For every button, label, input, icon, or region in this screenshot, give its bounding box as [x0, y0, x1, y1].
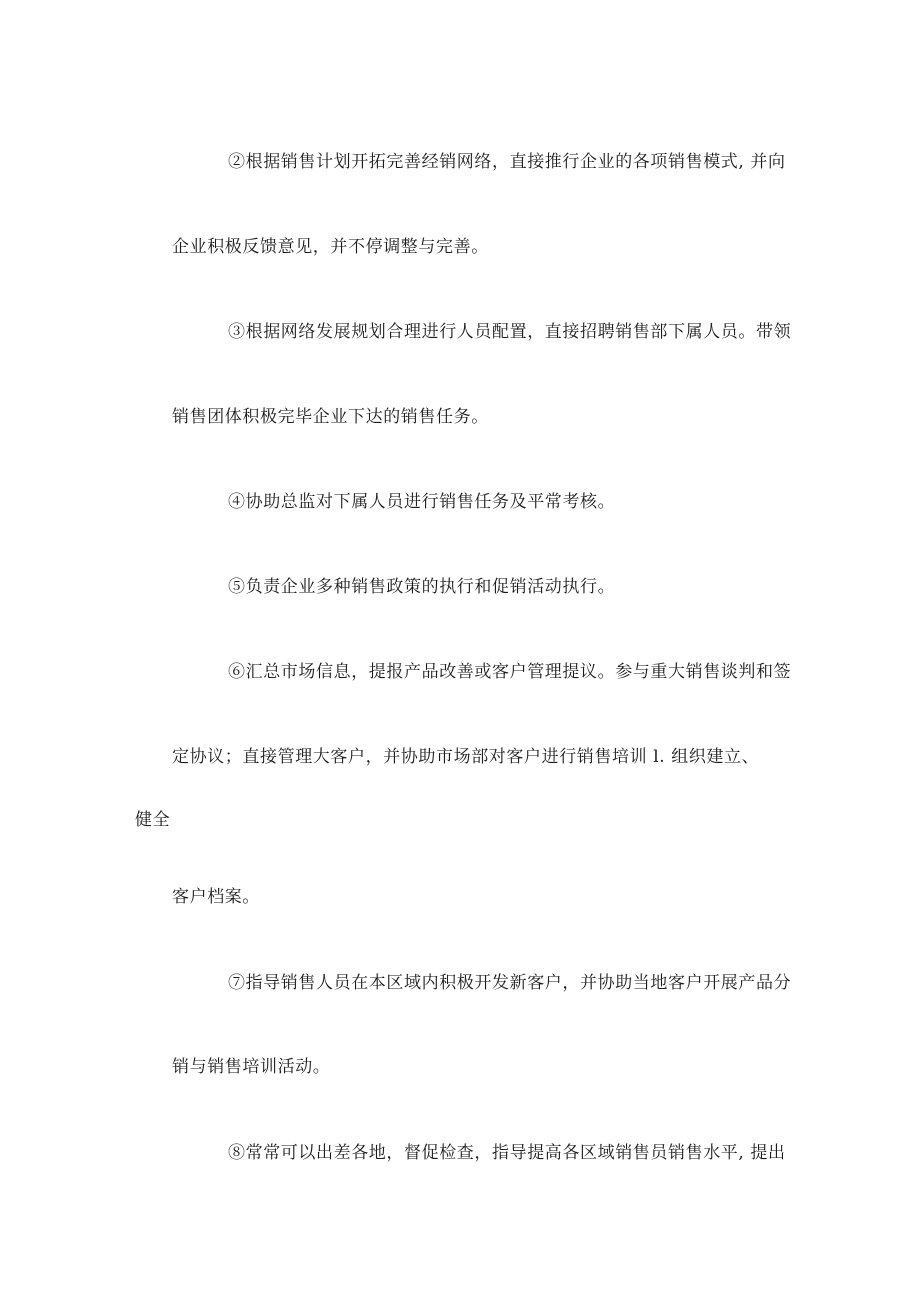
paragraph-6-line-1: ⑥汇总市场信息，提报产品改善或客户管理提议。参与重大销售谈判和签 [228, 662, 792, 682]
paragraph-6-line-2: 定协议；直接管理大客户，并协助市场部对客户进行销售培训 l. 组织建立、 [172, 747, 760, 767]
paragraph-6-line-4: 客户档案。 [172, 887, 260, 907]
paragraph-2-line-1: ②根据销售计划开拓完善经销网络，直接推行企业的各项销售模式, 并向 [228, 152, 786, 172]
paragraph-4-line-1: ④协助总监对下属人员进行销售任务及平常考核。 [228, 492, 616, 512]
paragraph-5-line-1: ⑤负责企业多种销售政策的执行和促销活动执行。 [228, 577, 616, 597]
paragraph-7-line-1: ⑦指导销售人员在本区域内积极开发新客户，并协助当地客户开展产品分 [228, 973, 792, 993]
paragraph-7-line-2: 销与销售培训活动。 [172, 1057, 331, 1077]
paragraph-3-line-1: ③根据网络发展规划合理进行人员配置，直接招聘销售部下属人员。带领 [228, 322, 792, 342]
paragraph-6-line-3: 健全 [135, 810, 171, 830]
paragraph-3-line-2: 销售团体积极完毕企业下达的销售任务。 [172, 407, 489, 427]
paragraph-2-line-2: 企业积极反馈意见，并不停调整与完善。 [172, 237, 489, 257]
paragraph-8-line-1: ⑧常常可以出差各地，督促检查，指导提高各区域销售员销售水平, 提出 [228, 1143, 786, 1163]
